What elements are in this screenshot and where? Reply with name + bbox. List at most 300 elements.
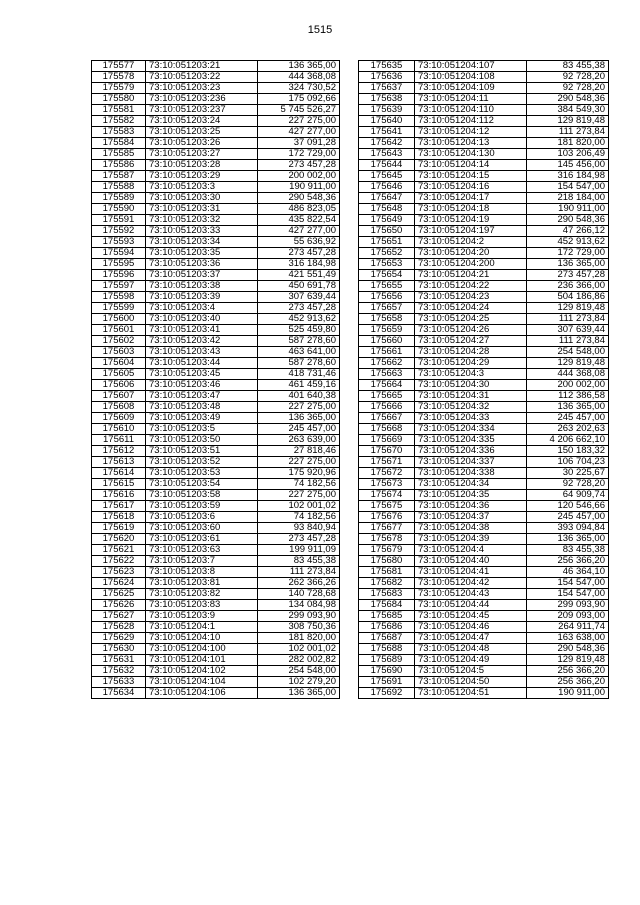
cadastral-number-cell: 73:10:051203:49 [146,413,258,424]
value-cell: 525 459,80 [258,325,340,336]
cadastral-number-cell: 73:10:051204:35 [415,490,527,501]
record-number-cell: 175690 [359,666,415,677]
cadastral-number-cell: 73:10:051204:336 [415,446,527,457]
value-cell: 227 275,00 [258,116,340,127]
cadastral-number-cell: 73:10:051204:30 [415,380,527,391]
cadastral-number-cell: 73:10:051204:32 [415,402,527,413]
table-row [359,105,609,116]
record-number-cell: 175663 [359,369,415,380]
record-number-cell: 175636 [359,72,415,83]
value-cell: 55 636,92 [258,237,340,248]
cadastral-number-cell: 73:10:051204:11 [415,94,527,105]
cadastral-number-cell: 73:10:051204:47 [415,633,527,644]
cadastral-number-cell: 73:10:051203:47 [146,391,258,402]
record-number-cell: 175588 [92,182,146,193]
table-row [92,413,340,424]
value-cell: 273 457,28 [258,303,340,314]
table-row [359,347,609,358]
table-row [359,446,609,457]
table-row [359,72,609,83]
cadastral-number-cell: 73:10:051204:42 [415,578,527,589]
record-number-cell: 175681 [359,567,415,578]
record-number-cell: 175585 [92,149,146,160]
table-row [92,138,340,149]
cadastral-number-cell: 73:10:051203:38 [146,281,258,292]
table-row [359,534,609,545]
record-number-cell: 175582 [92,116,146,127]
table-row [359,633,609,644]
cadastral-number-cell: 73:10:051204:104 [146,677,258,688]
table-row [92,468,340,479]
cadastral-number-cell: 73:10:051204:13 [415,138,527,149]
table-row [359,600,609,611]
cadastral-number-cell: 73:10:051203:34 [146,237,258,248]
record-number-cell: 175586 [92,160,146,171]
cadastral-number-cell: 73:10:051204:337 [415,457,527,468]
cadastral-number-cell: 73:10:051203:27 [146,149,258,160]
table-row [92,83,340,94]
value-cell: 92 728,20 [527,83,609,94]
cadastral-number-cell: 73:10:051203:60 [146,523,258,534]
record-number-cell: 175639 [359,105,415,116]
cadastral-number-cell: 73:10:051204:27 [415,336,527,347]
value-cell: 435 822,54 [258,215,340,226]
value-cell: 486 823,05 [258,204,340,215]
cadastral-number-cell: 73:10:051204:24 [415,303,527,314]
table-row [92,116,340,127]
cadastral-number-cell: 73:10:051203:3 [146,182,258,193]
table-row [92,61,340,72]
value-cell: 450 691,78 [258,281,340,292]
cadastral-number-cell: 73:10:051204:106 [146,688,258,699]
record-number-cell: 175646 [359,182,415,193]
table-body-right [359,61,609,699]
cadastral-number-cell: 73:10:051204:43 [415,589,527,600]
value-cell: 316 184,98 [258,259,340,270]
value-cell: 92 728,20 [527,72,609,83]
record-number-cell: 175597 [92,281,146,292]
table-row [359,182,609,193]
record-number-cell: 175677 [359,523,415,534]
value-cell: 136 365,00 [527,402,609,413]
value-cell: 218 184,00 [527,193,609,204]
table-row [359,116,609,127]
table-row [92,204,340,215]
value-cell: 4 206 662,10 [527,435,609,446]
record-number-cell: 175600 [92,314,146,325]
record-number-cell: 175673 [359,479,415,490]
record-number-cell: 175638 [359,94,415,105]
record-number-cell: 175602 [92,336,146,347]
record-number-cell: 175688 [359,644,415,655]
table-row [92,589,340,600]
record-number-cell: 175672 [359,468,415,479]
cadastral-number-cell: 73:10:051203:6 [146,512,258,523]
table-row [359,424,609,435]
record-number-cell: 175604 [92,358,146,369]
record-number-cell: 175616 [92,490,146,501]
cadastral-number-cell: 73:10:051203:63 [146,545,258,556]
table-row [92,127,340,138]
cadastral-number-cell: 73:10:051203:5 [146,424,258,435]
value-cell: 134 084,98 [258,600,340,611]
table-row [92,336,340,347]
value-cell: 5 745 526,27 [258,105,340,116]
record-number-cell: 175587 [92,171,146,182]
record-number-cell: 175674 [359,490,415,501]
cadastral-number-cell: 73:10:051204:197 [415,226,527,237]
cadastral-number-cell: 73:10:051203:29 [146,171,258,182]
record-number-cell: 175626 [92,600,146,611]
value-cell: 418 731,46 [258,369,340,380]
cadastral-number-cell: 73:10:051204:334 [415,424,527,435]
value-cell: 209 093,00 [527,611,609,622]
table-row [92,534,340,545]
record-number-cell: 175594 [92,248,146,259]
table-row [359,490,609,501]
table-row [92,347,340,358]
record-number-cell: 175612 [92,446,146,457]
table-row [92,402,340,413]
record-number-cell: 175633 [92,677,146,688]
value-cell: 154 547,00 [527,589,609,600]
record-number-cell: 175623 [92,567,146,578]
value-cell: 427 277,00 [258,127,340,138]
record-number-cell: 175591 [92,215,146,226]
record-number-cell: 175648 [359,204,415,215]
record-number-cell: 175642 [359,138,415,149]
cadastral-number-cell: 73:10:051204:49 [415,655,527,666]
record-number-cell: 175645 [359,171,415,182]
cadastral-number-cell: 73:10:051204:46 [415,622,527,633]
cadastral-number-cell: 73:10:051204:17 [415,193,527,204]
record-number-cell: 175670 [359,446,415,457]
value-cell: 254 548,00 [258,666,340,677]
cadastral-number-cell: 73:10:051204:41 [415,567,527,578]
table-row [92,270,340,281]
cadastral-number-cell: 73:10:051204:110 [415,105,527,116]
value-cell: 393 094,84 [527,523,609,534]
value-cell: 111 273,84 [527,127,609,138]
value-cell: 140 728,68 [258,589,340,600]
record-number-cell: 175692 [359,688,415,699]
value-cell: 200 002,00 [527,380,609,391]
cadastral-number-cell: 73:10:051204:200 [415,259,527,270]
table-row [92,215,340,226]
value-cell: 316 184,98 [527,171,609,182]
record-number-cell: 175658 [359,314,415,325]
record-number-cell: 175637 [359,83,415,94]
cadastral-number-cell: 73:10:051204:38 [415,523,527,534]
table-row [92,688,340,699]
value-cell: 172 729,00 [527,248,609,259]
record-number-cell: 175608 [92,402,146,413]
value-cell: 227 275,00 [258,490,340,501]
table-row [359,281,609,292]
record-number-cell: 175675 [359,501,415,512]
table-row [359,336,609,347]
cadastral-number-cell: 73:10:051204:45 [415,611,527,622]
table-row [359,622,609,633]
table-row [92,512,340,523]
record-number-cell: 175683 [359,589,415,600]
cadastral-number-cell: 73:10:051203:51 [146,446,258,457]
value-cell: 282 002,82 [258,655,340,666]
record-number-cell: 175662 [359,358,415,369]
cadastral-number-cell: 73:10:051204:31 [415,391,527,402]
cadastral-number-cell: 73:10:051203:52 [146,457,258,468]
cadastral-number-cell: 73:10:051203:46 [146,380,258,391]
value-cell: 421 551,49 [258,270,340,281]
value-cell: 264 911,74 [527,622,609,633]
table-row [92,578,340,589]
record-number-cell: 175647 [359,193,415,204]
value-cell: 254 548,00 [527,347,609,358]
value-cell: 83 455,38 [527,61,609,72]
record-number-cell: 175624 [92,578,146,589]
cadastral-number-cell: 73:10:051203:45 [146,369,258,380]
value-cell: 256 366,20 [527,556,609,567]
value-cell: 64 909,74 [527,490,609,501]
record-number-cell: 175678 [359,534,415,545]
record-number-cell: 175610 [92,424,146,435]
table-row [92,435,340,446]
value-cell: 324 730,52 [258,83,340,94]
cadastral-number-cell: 73:10:051204:108 [415,72,527,83]
table-row [359,545,609,556]
record-number-cell: 175619 [92,523,146,534]
cadastral-number-cell: 73:10:051204:20 [415,248,527,259]
record-number-cell: 175590 [92,204,146,215]
table-row [359,193,609,204]
record-number-cell: 175605 [92,369,146,380]
cadastral-number-cell: 73:10:051204:25 [415,314,527,325]
value-cell: 227 275,00 [258,402,340,413]
record-number-cell: 175659 [359,325,415,336]
table-row [92,237,340,248]
record-number-cell: 175640 [359,116,415,127]
record-number-cell: 175656 [359,292,415,303]
cadastral-number-cell: 73:10:051204:37 [415,512,527,523]
record-number-cell: 175583 [92,127,146,138]
record-number-cell: 175654 [359,270,415,281]
value-cell: 129 819,48 [527,116,609,127]
record-number-cell: 175580 [92,94,146,105]
value-cell: 136 365,00 [258,413,340,424]
value-cell: 263 202,63 [527,424,609,435]
value-cell: 256 366,20 [527,666,609,677]
cadastral-number-cell: 73:10:051203:41 [146,325,258,336]
value-cell: 74 182,56 [258,512,340,523]
value-cell: 172 729,00 [258,149,340,160]
cadastral-number-cell: 73:10:051204:23 [415,292,527,303]
cadastral-number-cell: 73:10:051204:28 [415,347,527,358]
cadastral-number-cell: 73:10:051203:22 [146,72,258,83]
cadastral-number-cell: 73:10:051203:21 [146,61,258,72]
value-cell: 587 278,60 [258,336,340,347]
cadastral-number-cell: 73:10:051204:44 [415,600,527,611]
record-number-cell: 175651 [359,237,415,248]
record-number-cell: 175669 [359,435,415,446]
table-row [359,611,609,622]
value-cell: 427 277,00 [258,226,340,237]
record-number-cell: 175581 [92,105,146,116]
cadastral-number-cell: 73:10:051203:39 [146,292,258,303]
table-row [359,149,609,160]
value-cell: 290 548,36 [527,644,609,655]
table-row [92,633,340,644]
cadastral-number-cell: 73:10:051204:34 [415,479,527,490]
value-cell: 273 457,28 [258,248,340,259]
record-number-cell: 175589 [92,193,146,204]
value-cell: 37 091,28 [258,138,340,149]
cadastral-number-cell: 73:10:051204:16 [415,182,527,193]
table-row [359,127,609,138]
record-number-cell: 175603 [92,347,146,358]
table-row [92,479,340,490]
cadastral-number-cell: 73:10:051204:50 [415,677,527,688]
table-row [92,94,340,105]
cadastral-number-cell: 73:10:051204:39 [415,534,527,545]
cadastral-number-cell: 73:10:051203:36 [146,259,258,270]
record-number-cell: 175622 [92,556,146,567]
record-number-cell: 175630 [92,644,146,655]
cadastral-number-cell: 73:10:051203:40 [146,314,258,325]
record-number-cell: 175579 [92,83,146,94]
record-number-cell: 175664 [359,380,415,391]
table-row [92,369,340,380]
cadastral-number-cell: 73:10:051203:37 [146,270,258,281]
record-number-cell: 175596 [92,270,146,281]
table-row [92,556,340,567]
value-cell: 129 819,48 [527,358,609,369]
cadastral-number-cell: 73:10:051204:51 [415,688,527,699]
cadastral-number-cell: 73:10:051203:24 [146,116,258,127]
table-row [92,105,340,116]
cadastral-number-cell: 73:10:051204:338 [415,468,527,479]
value-cell: 256 366,20 [527,677,609,688]
registry-table-right [358,60,609,699]
cadastral-number-cell: 73:10:051203:50 [146,435,258,446]
record-number-cell: 175643 [359,149,415,160]
value-cell: 245 457,00 [527,413,609,424]
cadastral-number-cell: 73:10:051203:53 [146,468,258,479]
cadastral-number-cell: 73:10:051204:36 [415,501,527,512]
table-row [359,523,609,534]
record-number-cell: 175584 [92,138,146,149]
table-row [92,666,340,677]
table-row [92,303,340,314]
table-row [92,501,340,512]
cadastral-number-cell: 73:10:051204:26 [415,325,527,336]
table-row [92,611,340,622]
cadastral-number-cell: 73:10:051203:8 [146,567,258,578]
record-number-cell: 175655 [359,281,415,292]
cadastral-number-cell: 73:10:051204:21 [415,270,527,281]
table-row [359,314,609,325]
table-row [92,600,340,611]
record-number-cell: 175615 [92,479,146,490]
value-cell: 74 182,56 [258,479,340,490]
table-row [359,259,609,270]
record-number-cell: 175614 [92,468,146,479]
record-number-cell: 175620 [92,534,146,545]
record-number-cell: 175629 [92,633,146,644]
table-row [92,72,340,83]
record-number-cell: 175667 [359,413,415,424]
table-row [359,413,609,424]
value-cell: 401 640,38 [258,391,340,402]
record-number-cell: 175641 [359,127,415,138]
table-row [92,644,340,655]
cadastral-number-cell: 73:10:051203:42 [146,336,258,347]
value-cell: 181 820,00 [527,138,609,149]
value-cell: 136 365,00 [527,259,609,270]
table-row [359,215,609,226]
record-number-cell: 175628 [92,622,146,633]
value-cell: 461 459,16 [258,380,340,391]
table-row [92,677,340,688]
cadastral-number-cell: 73:10:051204:12 [415,127,527,138]
table-row [359,501,609,512]
cadastral-number-cell: 73:10:051203:237 [146,105,258,116]
table-row [359,655,609,666]
cadastral-number-cell: 73:10:051203:83 [146,600,258,611]
cadastral-number-cell: 73:10:051203:59 [146,501,258,512]
table-row [92,314,340,325]
table-row [359,512,609,523]
table-row [92,226,340,237]
cadastral-number-cell: 73:10:051203:25 [146,127,258,138]
record-number-cell: 175593 [92,237,146,248]
value-cell: 290 548,36 [527,215,609,226]
value-cell: 112 386,58 [527,391,609,402]
value-cell: 154 547,00 [527,182,609,193]
record-number-cell: 175691 [359,677,415,688]
table-row [359,677,609,688]
table-row [92,248,340,259]
table-row [359,402,609,413]
record-number-cell: 175601 [92,325,146,336]
table-row [92,325,340,336]
record-number-cell: 175617 [92,501,146,512]
cadastral-number-cell: 73:10:051203:61 [146,534,258,545]
cadastral-number-cell: 73:10:051203:44 [146,358,258,369]
record-number-cell: 175635 [359,61,415,72]
record-number-cell: 175595 [92,259,146,270]
table-row [92,655,340,666]
value-cell: 444 368,08 [527,369,609,380]
value-cell: 163 638,00 [527,633,609,644]
cadastral-number-cell: 73:10:051203:58 [146,490,258,501]
table-row [359,303,609,314]
cadastral-number-cell: 73:10:051204:40 [415,556,527,567]
table-row [92,182,340,193]
cadastral-number-cell: 73:10:051204:5 [415,666,527,677]
record-number-cell: 175666 [359,402,415,413]
record-number-cell: 175613 [92,457,146,468]
cadastral-number-cell: 73:10:051203:33 [146,226,258,237]
value-cell: 384 549,30 [527,105,609,116]
table-row [359,567,609,578]
value-cell: 92 728,20 [527,479,609,490]
value-cell: 299 093,90 [527,600,609,611]
cadastral-number-cell: 73:10:051203:30 [146,193,258,204]
value-cell: 444 368,08 [258,72,340,83]
table-row [359,160,609,171]
value-cell: 129 819,48 [527,303,609,314]
table-row [359,292,609,303]
